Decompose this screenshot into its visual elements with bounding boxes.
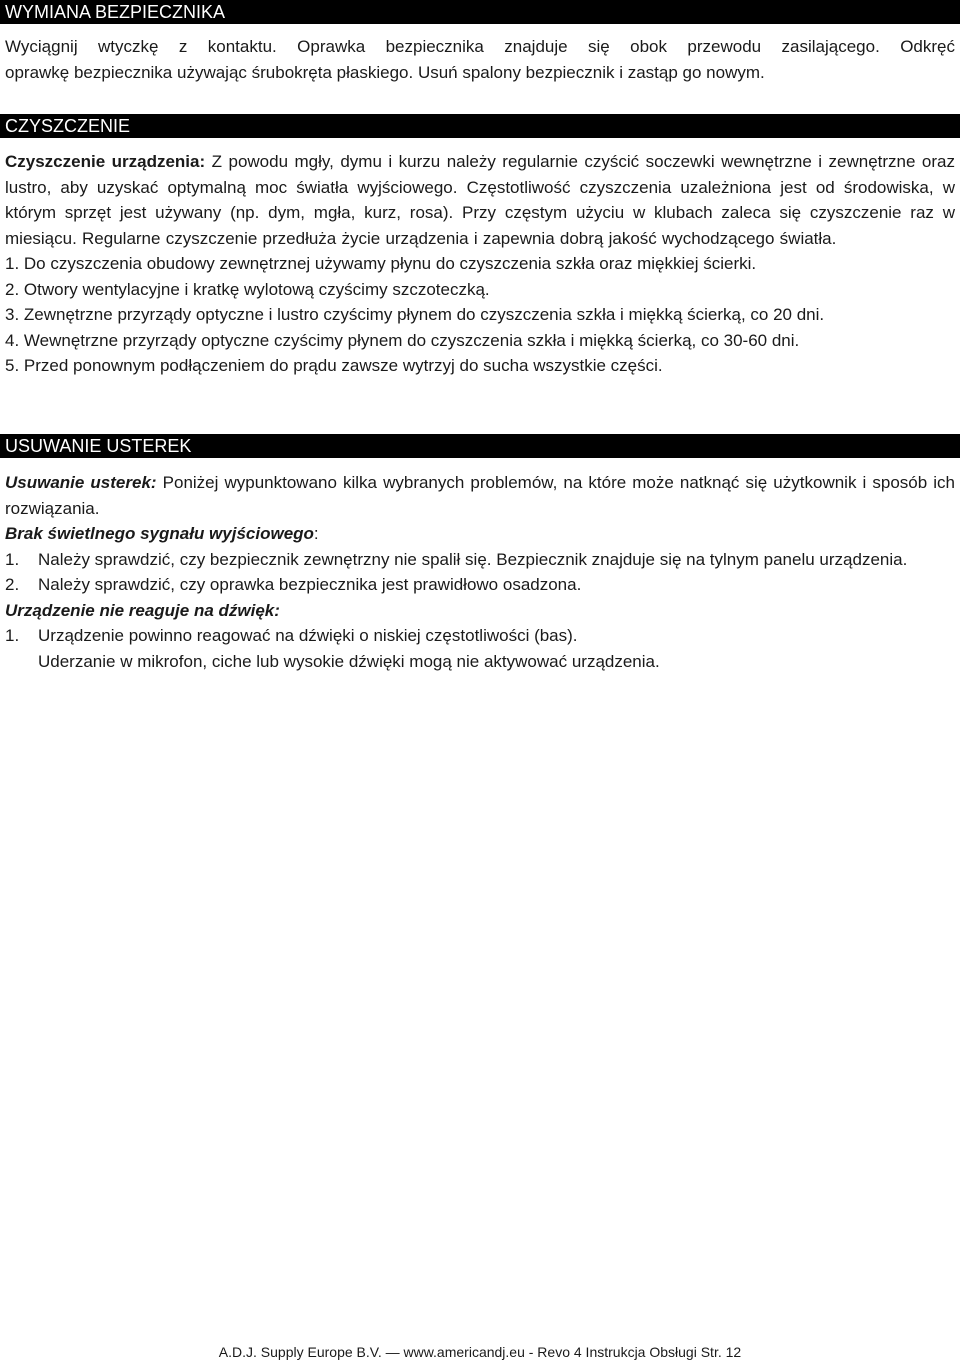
no-signal-item-number: 1. (5, 549, 20, 569)
cleaning-section-header: CZYSZCZENIE (0, 114, 960, 138)
no-signal-title: Brak świetlnego sygnału wyjściowego (5, 524, 314, 543)
no-sound-continuation: Uderzanie w mikrofon, ciche lub wysokie dźwięki mogą nie aktywować urządzenia. (38, 651, 660, 671)
no-signal-item (5, 547, 955, 573)
cleaning-intro-label: Czyszczenie urządzenia: (5, 152, 206, 171)
fuse-text-line-1: Wyciągnij wtyczkę z kontaktu. Oprawka bezpiecznika znajduje się obok przewodu zasilającego. Odkręć (5, 37, 955, 56)
fuse-section (0, 0, 960, 85)
troubleshooting-intro-text: Poniżej wypunktowano kilka wybranych problemów, na które może natknąć się użytkownik i sposób ich rozwiązania. (5, 473, 955, 518)
no-signal-colon: : (313, 524, 319, 543)
no-signal-heading (5, 521, 955, 547)
page-footer (0, 1344, 960, 1360)
no-signal-item-text: Należy sprawdzić, czy bezpiecznik zewnętrzny nie spalił się. Bezpiecznik znajduje się na tylnym panelu urządzenia. (38, 549, 908, 569)
cleaning-section (0, 114, 960, 379)
no-signal-item-number: 2. (5, 575, 20, 594)
no-sound-item (5, 623, 955, 649)
fuse-section-header: WYMIANA BEZPIECZNIKA (0, 0, 960, 24)
troubleshooting-section-header: USUWANIE USTEREK (0, 434, 960, 458)
footer-text: A.D.J. Supply Europe B.V. — www.americandj.eu - Revo 4 Instrukcja Obsługi Str. 12 (218, 1344, 742, 1360)
cleaning-intro-paragraph (5, 149, 955, 251)
no-signal-item-text: Należy sprawdzić, czy oprawka bezpiecznika jest prawidłowo osadzona. (38, 575, 582, 594)
troubleshooting-intro-label: Usuwanie usterek: (5, 473, 157, 492)
troubleshooting-section (0, 434, 960, 674)
no-sound-item-text: Urządzenie powinno reagować na dźwięki o niskiej częstotliwości (bas). (38, 626, 578, 645)
cleaning-step: 1. Do czyszczenia obudowy zewnętrznej używamy płynu do czyszczenia szkła oraz miękkiej ścierki. (5, 254, 757, 273)
no-sound-heading: Urządzenie nie reaguje na dźwięk: (5, 600, 280, 620)
no-signal-item (5, 572, 955, 598)
fuse-text-line-2: oprawkę bezpiecznika używając śrubokręta płaskiego. Usuń spalony bezpiecznik i zastąp go nowym. (5, 62, 765, 82)
cleaning-step: 2. Otwory wentylacyjne i kratkę wylotową czyścimy szczoteczką. (5, 279, 490, 299)
cleaning-step: 5. Przed ponownym podłączeniem do prądu zawsze wytrzyj do sucha wszystkie części. (5, 356, 663, 375)
no-sound-item-number: 1. (5, 626, 20, 645)
cleaning-step: 3. Zewnętrzne przyrządy optyczne i lustro czyścimy płynem do czyszczenia szkła i miękką ścierką, co 20 dni. (5, 305, 825, 324)
cleaning-step: 4. Wewnętrzne przyrządy optyczne czyścimy płynem do czyszczenia szkła i miękką ścierką, co 30-60 dni. (5, 330, 800, 350)
troubleshooting-intro-paragraph (5, 470, 955, 521)
cleaning-intro-text: Z powodu mgły, dymu i kurzu należy regularnie czyścić soczewki wewnętrzne i zewnętrzne oraz lustro, aby uzyskać optymalną moc światła wyjściowego. Częstotliwość czyszczenia uzależniona jest od środowiska, w którym sprzęt jest używany (np. dym, mgła, kurz, rosa). Przy częstym użyciu w klubach zaleca się czyszczenie raz w miesiącu. Regularne czyszczenie przedłuża życie urządzenia i zapewnia dobrą jakość wychodzącego światła. (5, 152, 955, 248)
